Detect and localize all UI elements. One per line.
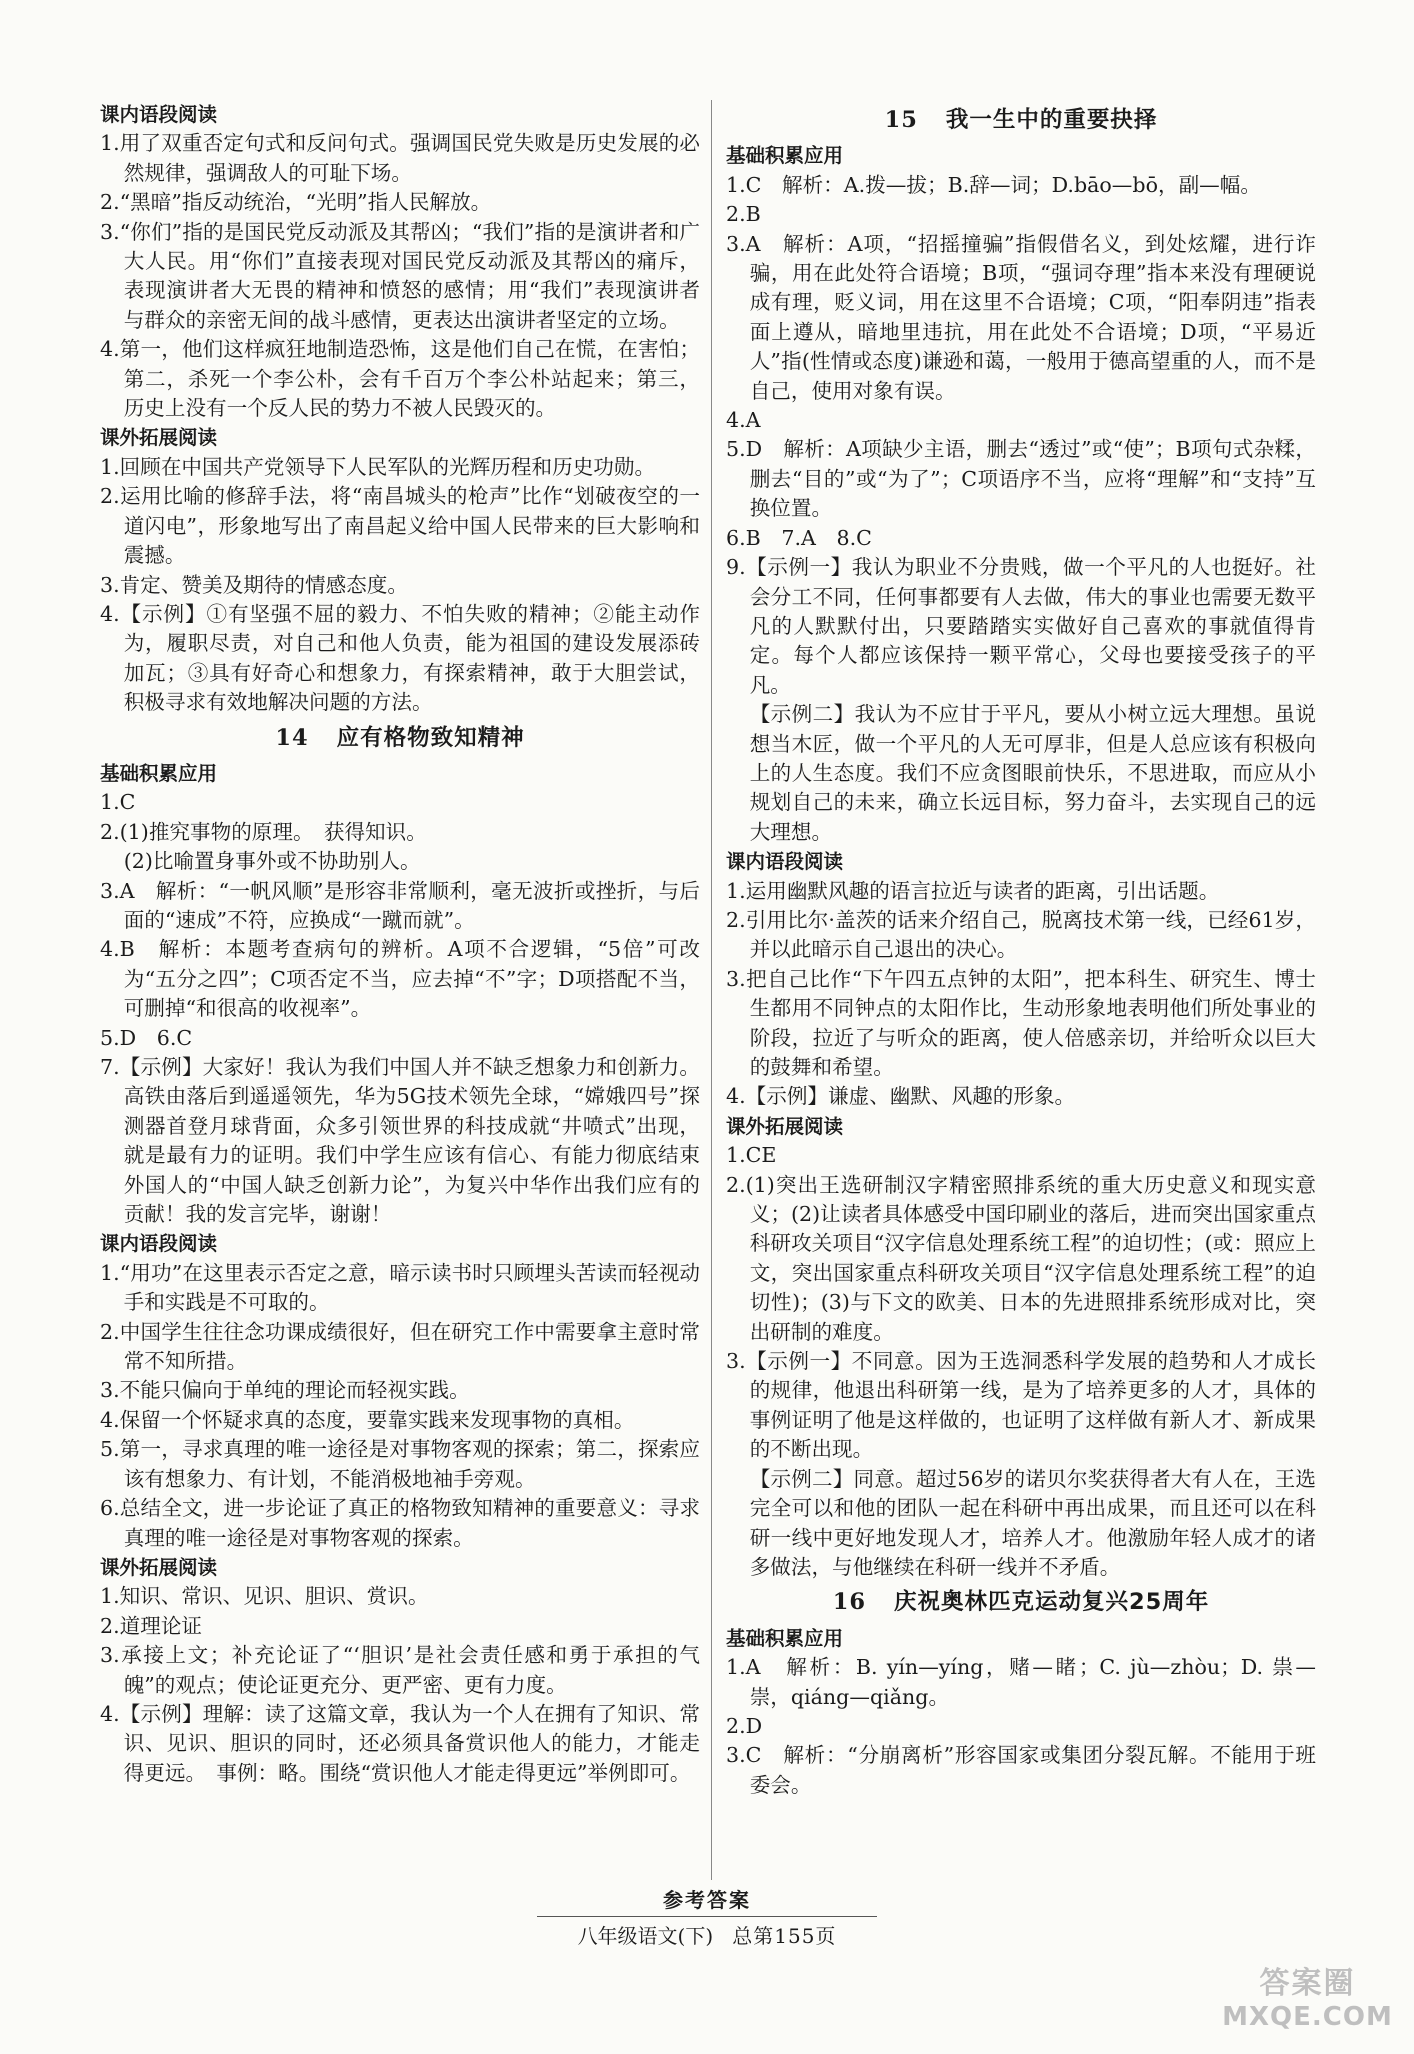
watermark-url: MXQE.COM [1222,2002,1393,2032]
answer-item: 1.C [100,790,136,815]
column-divider [711,100,712,1880]
answer-item: 6.B 7.A 8.C [726,525,872,550]
watermark-logo [1215,1958,1400,2048]
answer-item: 9.【示例一】我认为职业不分贵贱，做一个平凡的人也挺好。社会分工不同，任何事都要有人去做，伟大的事业也需要无数平凡的人默默付出，只要踏踏实实做好自己喜欢的事就值得肯定。每个人都应该保持一颗平常心，父母也要接受孩子的平凡。 [726,555,1316,697]
answer-item: 4.保留一个怀疑求真的态度，要靠实践来发现事物的真相。 [100,1407,635,1432]
chapter-title [726,106,1316,135]
chapter-name: 庆祝奥林匹克运动复兴25周年 [894,1589,1210,1616]
answer-item: 2.(1)突出王选研制汉字精密照排系统的重大历史意义和现实意义；(2)让读者具体感受中国印刷业的落后，进而突出国家重点科研攻关项目“汉字信息处理系统工程”的迫切性；(或：照应上文，突出国家重点科研攻关项目“汉字信息处理系统工程”的迫切性)；(3)与下文的欧美、日本的先进照排系统形成对比，突出研制的难度。 [726,1172,1316,1344]
answer-item: 4.【示例】理解：读了这篇文章，我认为一个人在拥有了知识、常识、见识、胆识的同时，还必须具备赏识他人的能力，才能走得更远。 事例：略。围绕“赏识他人才能走得更远”举例即可。 [100,1701,700,1785]
answer-item: 2.引用比尔·盖茨的话来介绍自己，脱离技术第一线，已经61岁，并以此暗示自己退出的决心。 [726,907,1316,962]
section-heading: 课外拓展阅读 [100,1555,218,1579]
answer-item: 3.“你们”指的是国民党反动派及其帮凶；“我们”指的是演讲者和广大人民。用“你们”直接表现对国民党反动派及其帮凶的痛斥，表现演讲者大无畏的精神和愤怒的感情；用“我们”表现演讲者与群众的亲密无间的战斗感情，更表达出演讲者坚定的立场。 [100,219,700,332]
section-heading: 课内语段阅读 [726,850,844,874]
answer-item: 4.B 解析：本题考查病句的辨析。A项不合逻辑，“5倍”可改为“五分之四”；C项否定不当，应去掉“不”字；D项搭配不当，可删掉“和很高的收视率”。 [100,937,700,1021]
answer-item: 2.“黑暗”指反动统治，“光明”指人民解放。 [100,190,492,215]
footer-rule [537,1916,877,1917]
answer-item: 5.第一，寻求真理的唯一途径是对事物客观的探索；第二，探索应该有想象力、有计划，不能消极地袖手旁观。 [100,1437,700,1491]
answer-item: 1.“用功”在这里表示否定之意，暗示读书时只顾埋头苦读而轻视动手和实践是不可取的。 [100,1260,700,1315]
chapter-number: 16 [832,1589,866,1616]
chapter-number: 15 [884,107,918,133]
answer-item: 3.A 解析：A项，“招摇撞骗”指假借名义，到处炫耀，进行诈骗，用在此处符合语境；B项，“强词夺理”指本来没有理硬说成有理，贬义词，用在这里不合语境；C项，“阳奉阴违”指表面上遵从，暗地里违抗，用在此处不合语境；D项，“平易近人”指(性情或态度)谦逊和蔼，一般用于德高望重的人，而不是自己，使用对象有误。 [726,231,1316,403]
answer-item: 2.运用比喻的修辞手法，将“南昌城头的枪声”比作“划破夜空的一道闪电”，形象地写出了南昌起义给中国人民带来的巨大影响和震撼。 [100,484,700,568]
answer-item: 2.B [726,202,761,227]
answer-item: (2)比喻置身事外或不协助别人。 [123,849,421,874]
answer-item: 【示例二】我认为不应甘于平凡，要从小树立远大理想。虽说想当木匠，做一个平凡的人无可厚非，但是人总应该有积极向上的人生态度。我们不应贪图眼前快乐，不思进取，而应从小规划自己的未来，确立长远目标，努力奋斗，去实现自己的远大理想。 [749,702,1316,844]
answer-item: 1.C 解析：A.拨—拔；B.辞—词；D.bāo—bō，副—幅。 [726,172,1261,197]
footer-page-number: 总第155页 [732,1924,837,1948]
left-column [100,100,700,1788]
answer-item: 2.D [726,1713,763,1738]
answer-item: 3.【示例一】不同意。因为王选洞悉科学发展的趋势和人才成长的规律，他退出科研第一线，是为了培养更多的人才，具体的事例证明了他是这样做的，也证明了这样做有新人才、新成果的不断出现。 [726,1349,1316,1462]
answer-item: 1.运用幽默风趣的语言拉近与读者的距离，引出话题。 [726,878,1220,903]
chapter-name: 应有格物致知精神 [336,724,525,751]
answer-item: 1.知识、常识、见识、胆识、赏识。 [100,1584,429,1609]
answer-item: 1.A 解析：B. yín—yíng，赌—睹；C. jù—zhòu；D. 祟—崇，qiáng—qiǎng。 [726,1655,1316,1709]
answer-item: 3.把自己比作“下午四五点钟的太阳”，把本科生、研究生、博士生都用不同钟点的太阳作比，生动形象地表明他们所处事业的阶段，拉近了与听众的距离，使人倍感亲切，并给听众以巨大的鼓舞和希望。 [726,966,1316,1079]
answer-item: 5.D 解析：A项缺少主语，删去“透过”或“使”；B项句式杂糅，删去“目的”或“为了”；C项语序不当，应将“理解”和“支持”互换位置。 [726,437,1316,521]
page-footer [0,1884,1414,1949]
chapter-name: 我一生中的重要抉择 [945,107,1158,133]
answer-item: 3.A 解析：“一帆风顺”是形容非常顺利，毫无波折或挫折，与后面的“速成”不符，应换成“一蹴而就”。 [100,878,700,932]
footer-brand: 参考答案 [663,1888,751,1912]
answer-item: 4.【示例】①有坚强不屈的毅力、不怕失败的精神；②能主动作为，履职尽责，对自己和他人负责，能为祖国的建设发展添砖加瓦；③具有好奇心和想象力，有探索精神，敢于大胆尝试，积极寻求有效地解决问题的方法。 [100,601,700,715]
section-heading: 课内语段阅读 [100,103,218,126]
chapter-number: 14 [275,724,309,751]
answer-item: 3.肯定、赞美及期待的情感态度。 [100,572,408,597]
answer-item: 1.CE [726,1143,777,1168]
answer-item: 6.总结全文，进一步论证了真正的格物致知精神的重要意义：寻求真理的唯一途径是对事物客观的探索。 [100,1496,700,1550]
section-heading: 课外拓展阅读 [100,426,218,450]
answer-item: 5.D 6.C [100,1025,193,1050]
answer-item: 4.第一，他们这样疯狂地制造恐怖，这是他们自己在慌，在害怕；第二，杀死一个李公朴，会有千百万个李公朴站起来；第三，历史上没有一个反人民的势力不被人民毁灭的。 [100,337,700,421]
answer-item: 【示例二】同意。超过56岁的诺贝尔奖获得者大有人在，王选完全可以和他的团队一起在科研中再出成果，而且还可以在科研一线中更好地发现人才，培养人才。他激励年轻人成才的诸多做法，与他继续在科研一线并不矛盾。 [749,1466,1316,1579]
answer-item: 1.用了双重否定句式和反问句式。强调国民党失败是历史发展的必然规律，强调敌人的可耻下场。 [100,131,700,185]
answer-item: 3.承接上文；补充论证了“‘胆识’是社会责任感和勇于承担的气魄”的观点；使论证更充分、更严密、更有力度。 [100,1643,700,1697]
footer-subject: 八年级语文(下) [577,1924,714,1948]
answer-item: 1.回顾在中国共产党领导下人民军队的光辉历程和历史功勋。 [100,454,656,479]
section-heading: 课内语段阅读 [100,1232,218,1256]
footer-page-info [0,1920,1414,1949]
chapter-title [100,724,700,753]
section-heading: 基础积累应用 [726,1626,844,1650]
right-column [726,100,1316,1800]
answer-item: 2.(1)推究事物的原理。 获得知识。 [100,819,427,844]
answer-item: 2.道理论证 [100,1613,203,1638]
answer-item: 3.C 解析：“分崩离析”形容国家或集团分裂瓦解。不能用于班委会。 [726,1743,1316,1797]
answer-item: 3.不能只偏向于单纯的理论而轻视实践。 [100,1378,470,1403]
answer-item: 4.【示例】谦虚、幽默、风趣的形象。 [726,1084,1076,1109]
answer-item: 7.【示例】大家好！我认为我们中国人并不缺乏想象力和创新力。高铁由落后到遥遥领先，华为5G技术领先全球，“嫦娥四号”探测器首登月球背面，众多引领世界的科技成就“井喷式”出现，就是最有力的证明。我们中学生应该有信心、有能力彻底结束外国人的“中国人缺乏创新力论”，为复兴中华作出我们应有的贡献！我的发言完毕，谢谢！ [100,1055,700,1227]
section-heading: 课外拓展阅读 [726,1114,844,1138]
section-heading: 基础积累应用 [726,144,844,168]
answer-item: 2.中国学生往往念功课成绩很好，但在研究工作中需要拿主意时常常不知所措。 [100,1319,700,1374]
chapter-title [726,1588,1316,1617]
watermark-text: 答案圈 [1259,1966,1356,2001]
section-heading: 基础积累应用 [100,761,218,785]
answer-item: 4.A [726,408,761,433]
